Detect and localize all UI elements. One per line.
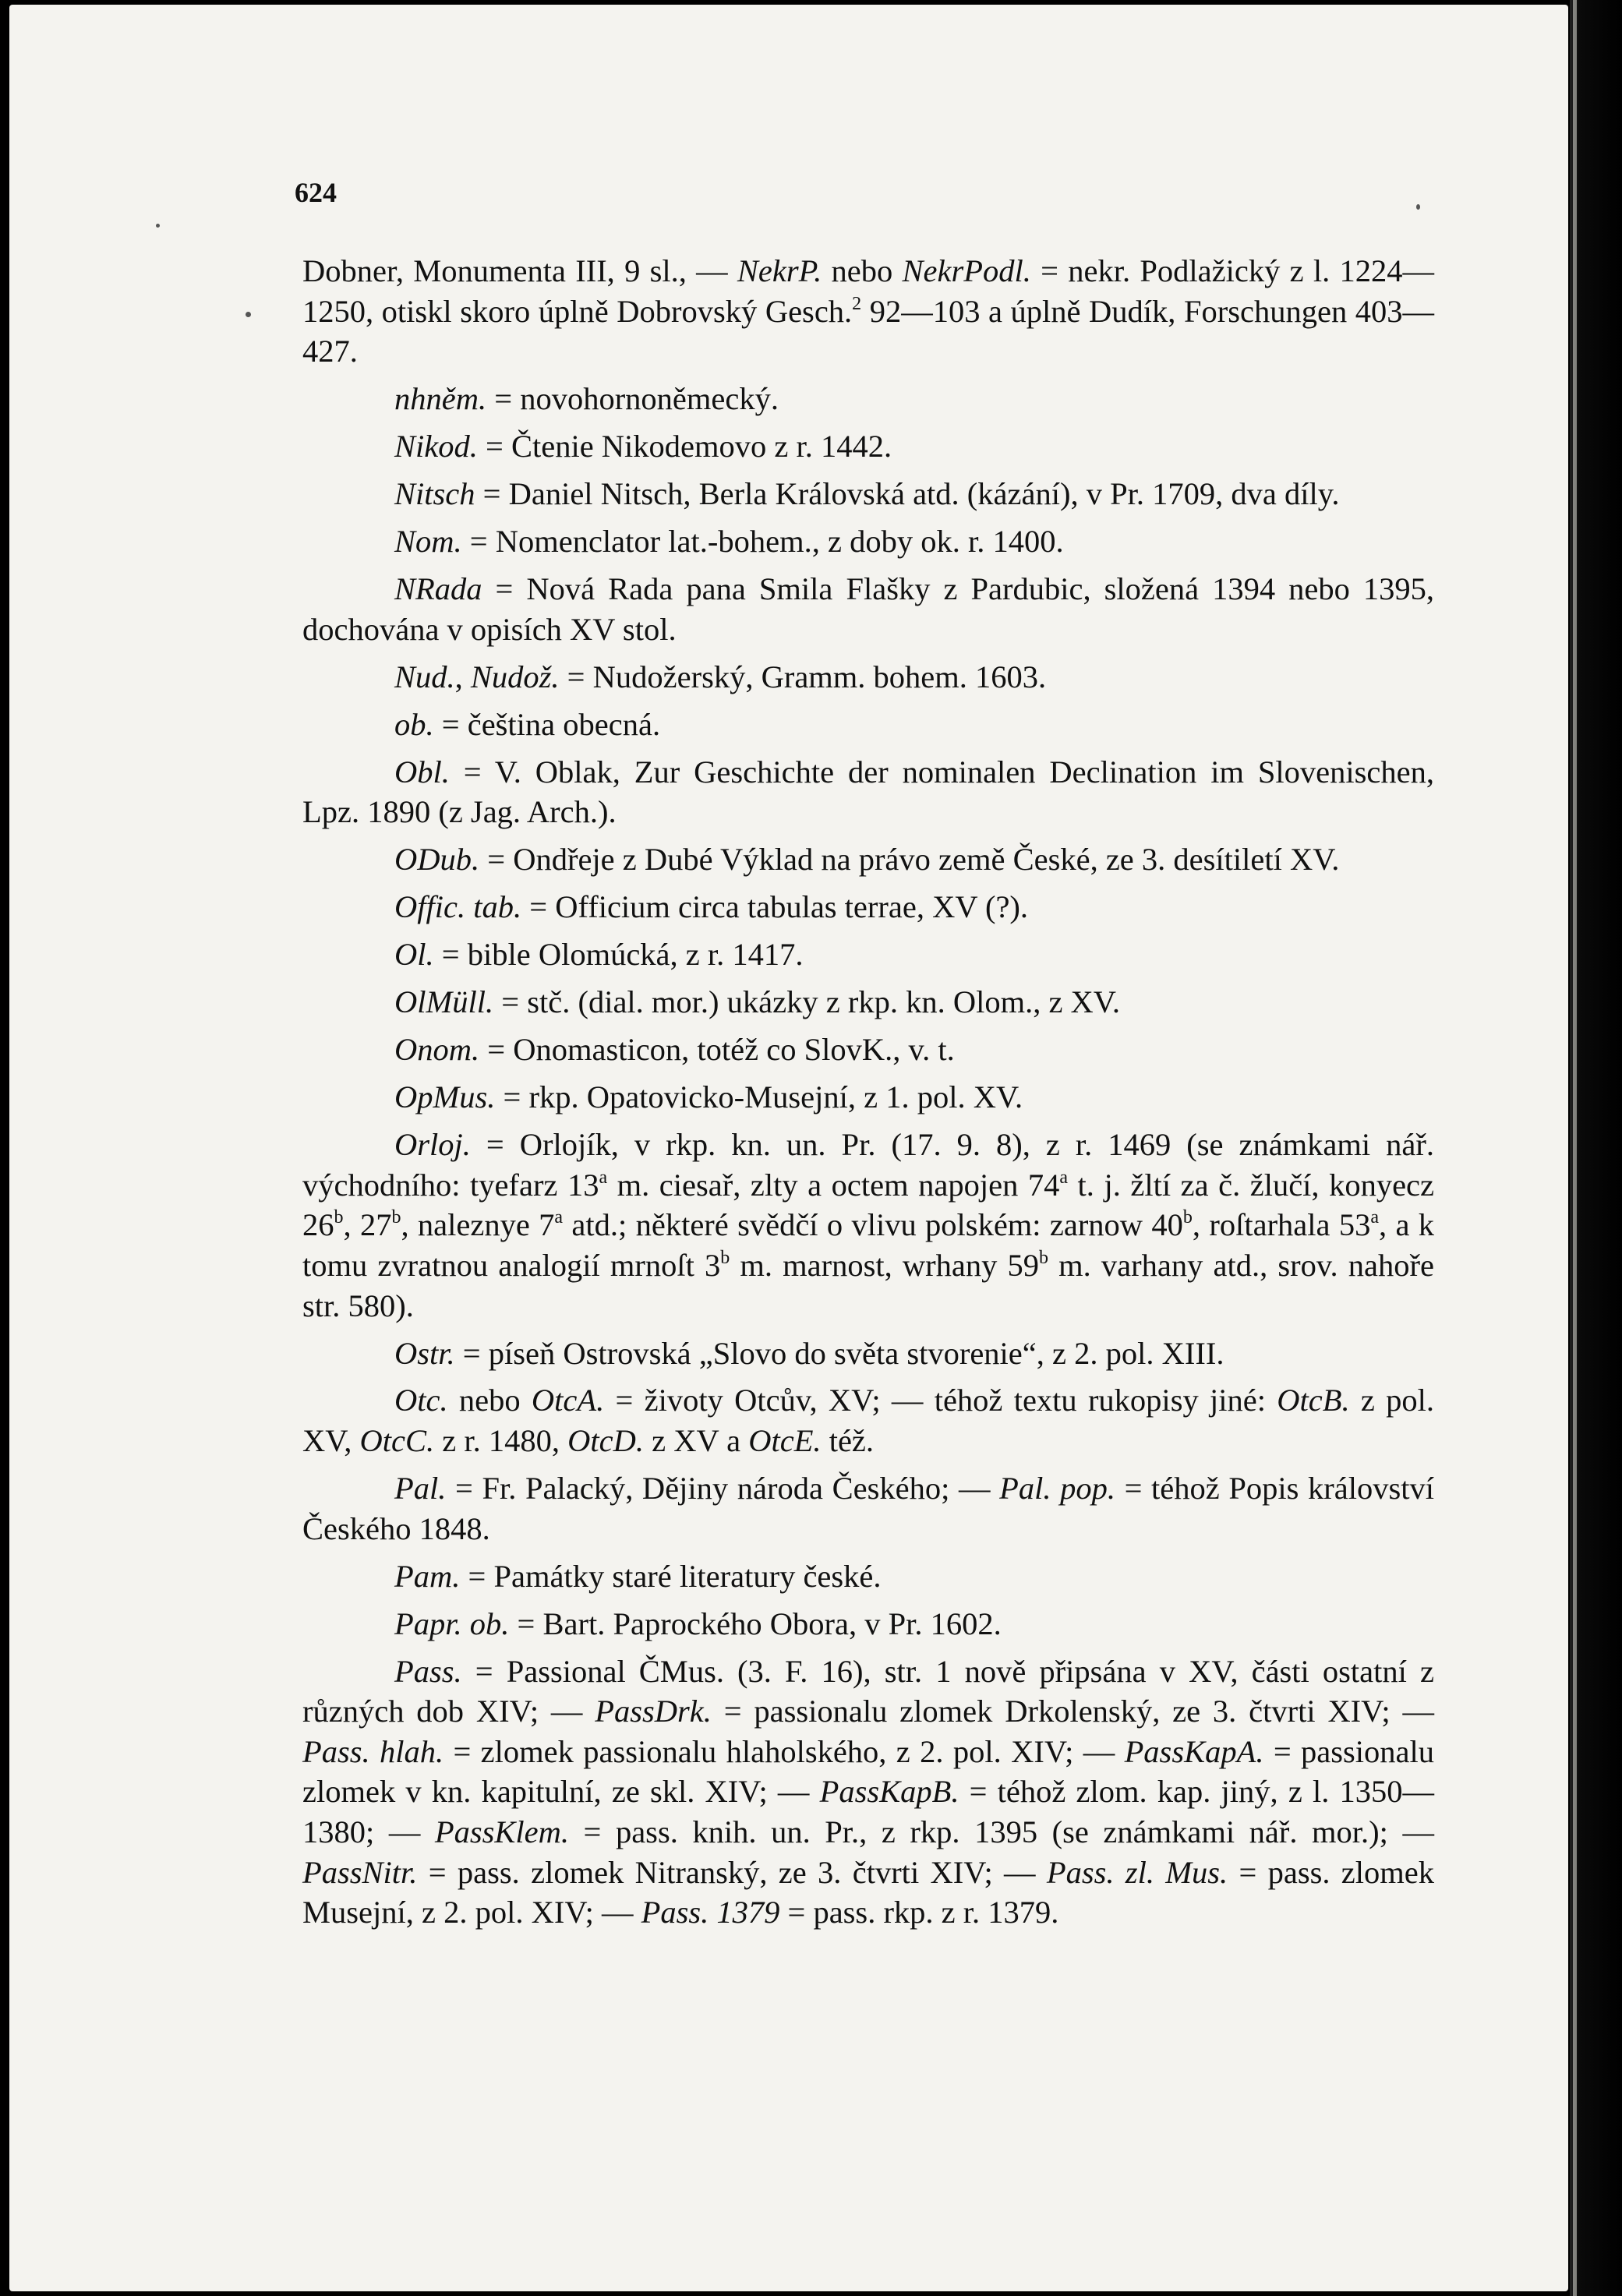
page-edge-strip [1573, 0, 1577, 2296]
entry-text: nebo [447, 1383, 532, 1418]
abbreviation-entry [302, 657, 1434, 698]
entry-text: , naleznye 7 [401, 1207, 555, 1243]
abbreviation-term: NekrP. [737, 253, 822, 288]
abbreviation-term: OtcA. [531, 1383, 605, 1418]
entry-text: = Onomasticon, totéž co SlovK., v. t. [479, 1032, 955, 1068]
abbreviation-entry [302, 839, 1434, 880]
abbreviation-term: Pass. 1379 [641, 1895, 780, 1930]
abbreviation-term: Obl. [394, 754, 450, 789]
entry-text: = passionalu zlomek v kn. kapitulní, ze skl. XIV; — [302, 1733, 1434, 1810]
entry-text: , roſtarhala 53 [1192, 1207, 1371, 1243]
superscript: a [599, 1167, 608, 1188]
abbreviation-entry [302, 426, 1434, 467]
entry-text: = Nudožerský, Gramm. bohem. 1603. [559, 659, 1047, 694]
abbreviation-term: NekrPodl. [902, 253, 1031, 288]
entry-text: m. varhany atd., srov. nahoře str. 580). [302, 1247, 1434, 1323]
abbreviation-term: Onom. [394, 1032, 480, 1068]
entry-text: též. [821, 1423, 875, 1459]
entry-text: = píseň Ostrovská „Slovo do světa stvorenie“, z 2. pol. XIII. [454, 1335, 1224, 1371]
entry-text: m. ciesař, zlty a octem napojen 74 [607, 1167, 1060, 1203]
entry-text: = nekr. Podlažický z l. 1224—1250, otiskl skoro úplně Dobrovský Gesch. [302, 253, 1434, 329]
entry-text: = pass. zlomek Nitranský, ze 3. čtvrti XIV; — [417, 1854, 1047, 1890]
entry-text: = pass. rkp. z r. 1379. [779, 1895, 1059, 1930]
entry-text: t. j. žltí za č. žlučí, konyecz 26 [302, 1167, 1435, 1243]
entry-text: = Fr. Palacký, Dějiny národa Českého; — [446, 1471, 1000, 1507]
abbreviation-entry [302, 379, 1434, 419]
entry-text: = pass. zlomek Musejní, z 2. pol. XIV; — [302, 1854, 1434, 1930]
abbreviation-entry [302, 1556, 1434, 1597]
abbreviation-term: PassKapB. [819, 1774, 959, 1810]
entry-text: = stč. (dial. mor.) ukázky z rkp. kn. Olom., z XV. [493, 984, 1120, 1020]
entry-text: , [454, 659, 471, 694]
entry-text: = Čtenie Nikodemovo z r. 1442. [477, 429, 892, 464]
entry-text: = pass. knih. un. Pr., z rkp. 1395 (se známkami nář. mor.); — [569, 1814, 1434, 1849]
abbreviation-term: Pass. hlah. [302, 1733, 444, 1769]
abbreviation-term: Nikod. [394, 429, 478, 464]
entry-text: = Daniel Nitsch, Berla Královská atd. (kázání), v Pr. 1709, dva díly. [475, 476, 1340, 512]
entry-text: = rkp. Opatovicko-Musejní, z 1. pol. XV. [495, 1079, 1023, 1115]
abbreviation-entry [302, 1077, 1434, 1118]
abbreviation-term: Pal. pop. [999, 1471, 1115, 1507]
abbreviation-term: PassKlem. [434, 1814, 569, 1849]
abbreviation-entry [302, 1333, 1434, 1374]
entry-text: = zlomek passionalu hlaholského, z 2. pol. XIV; — [443, 1733, 1125, 1769]
superscript: b [334, 1207, 344, 1228]
superscript: a [554, 1207, 564, 1228]
abbreviation-term: OtcC. [359, 1423, 435, 1459]
abbreviation-entry [302, 521, 1434, 562]
abbreviation-entry [302, 1468, 1434, 1549]
abbreviation-entry [302, 887, 1434, 927]
abbreviation-entry [302, 1380, 1434, 1461]
entry-text: = passionalu zlomek Drkolenský, ze 3. čtvrti XIV; — [711, 1694, 1434, 1729]
abbreviation-term: ODub. [394, 842, 480, 878]
entry-text: 92—103 a úplně Dudík, Forschungen 403—427. [302, 293, 1434, 369]
abbreviation-term: NRada [394, 571, 482, 607]
entry-text: nebo [822, 253, 903, 288]
entry-text: z r. 1480, [434, 1423, 568, 1459]
abbreviation-term: OtcE. [748, 1423, 822, 1459]
superscript: b [391, 1207, 401, 1228]
entry-text: = Bart. Paprockého Obora, v Pr. 1602. [509, 1605, 1002, 1641]
entry-text: = téhož Popis království Českého 1848. [302, 1471, 1435, 1546]
entry-text: = Officium circa tabulas terrae, XV (?). [521, 889, 1029, 925]
entry-text: = téhož zlom. kap. jiný, z l. 1350—1380; — [302, 1774, 1435, 1849]
superscript: b [1039, 1247, 1049, 1268]
entry-text: = novohornoněmecký. [486, 381, 779, 417]
superscript: b [720, 1247, 730, 1268]
abbreviation-entry [302, 982, 1434, 1023]
entry-text: = životy Otcův, XV; — téhož textu rukopisy jiné: [604, 1383, 1277, 1418]
entry-text: = Ondřeje z Dubé Výklad na právo země České, ze 3. desítiletí XV. [479, 842, 1340, 878]
entry-text: Dobner, Monumenta III, 9 sl., — [302, 253, 737, 288]
abbreviation-term: OtcD. [567, 1423, 644, 1459]
abbreviation-entry [302, 1604, 1434, 1644]
superscript: a [1370, 1207, 1379, 1228]
abbreviation-entry [302, 474, 1434, 514]
entry-text: atd.; některé svědčí o vlivu polském: zarnow 40 [563, 1207, 1183, 1243]
abbreviation-term: Nud. [394, 659, 455, 694]
abbreviation-term: ob. [394, 706, 434, 742]
abbreviation-entry [302, 1651, 1434, 1933]
entry-text: = Passional ČMus. (3. F. 16), str. 1 nově připsána v XV, části ostatní z různých dob XIV; — [302, 1653, 1434, 1729]
abbreviation-term: Ostr. [394, 1335, 455, 1371]
abbreviation-term: Offic. tab. [394, 889, 522, 925]
entry-text: = bible Olomúcká, z r. 1417. [433, 937, 804, 973]
abbreviation-entry [302, 569, 1434, 649]
superscript: a [1059, 1167, 1069, 1188]
abbreviation-term: Pass. zl. Mus. [1046, 1854, 1228, 1890]
abbreviation-term: Pam. [394, 1558, 461, 1594]
entry-text: = Nová Rada pana Smila Flašky z Pardubic, složená 1394 nebo 1395, dochována v opisích XV stol. [302, 571, 1434, 647]
abbreviation-entry [302, 1030, 1434, 1070]
superscript: 2 [852, 293, 862, 314]
entry-text: , a k tomu zvratnou analogií mrnoſt 3 [302, 1207, 1435, 1283]
abbreviation-term: Pal. [394, 1471, 447, 1507]
entry-text: z pol. XV, [302, 1383, 1435, 1459]
print-speck [246, 312, 251, 317]
abbreviation-term: PassDrk. [595, 1694, 712, 1729]
abbreviation-entry [302, 934, 1434, 975]
abbreviation-term: OpMus. [394, 1079, 496, 1115]
abbreviation-entry [302, 752, 1434, 832]
abbreviation-term: OtcB. [1277, 1383, 1350, 1418]
abbreviation-entry [302, 1125, 1434, 1326]
abbreviation-term: OlMüll. [394, 984, 494, 1020]
abbreviation-entry [302, 705, 1434, 745]
abbreviation-term: Pass. [394, 1653, 462, 1689]
abbreviation-term: Ol. [394, 937, 434, 973]
scan-dark-edge [1570, 0, 1622, 2296]
entry-text: = V. Oblak, Zur Geschichte der nominalen Declination im Slovenischen, Lpz. 1890 (z Jag. Arch.). [302, 754, 1434, 830]
abbreviation-term: Otc. [394, 1383, 448, 1418]
entry-text: , 27 [343, 1207, 392, 1243]
abbreviation-entry [302, 251, 1434, 372]
entry-text: = čeština obecná. [433, 706, 661, 742]
abbreviation-term: Nitsch [394, 476, 475, 512]
abbreviation-term: PassKapA. [1124, 1733, 1264, 1769]
abbreviation-term: Orloj. [394, 1127, 471, 1163]
abbreviation-term: Nudož. [470, 659, 560, 694]
entry-text: = Nomenclator lat.-bohem., z doby ok. r. 1400. [461, 524, 1064, 560]
entry-text: m. marnost, wrhany 59 [730, 1247, 1040, 1283]
entry-text: z XV a [644, 1423, 749, 1459]
entry-text: = Památky staré literatury české. [460, 1558, 882, 1594]
superscript: b [1182, 1207, 1193, 1228]
print-speck [1416, 204, 1420, 210]
abbreviation-term: Nom. [394, 524, 462, 560]
print-speck [156, 224, 160, 228]
page-number: 624 [295, 177, 337, 208]
abbreviation-term: PassNitr. [302, 1854, 418, 1890]
abbreviation-term: Papr. ob. [394, 1605, 510, 1641]
dictionary-text-column [302, 251, 1434, 1940]
entry-text: = Orlojík, v rkp. kn. un. Pr. (17. 9. 8), z r. 1469 (se známkami nář. východního: tyefarz 13 [302, 1127, 1434, 1203]
abbreviation-term: nhněm. [394, 381, 487, 417]
